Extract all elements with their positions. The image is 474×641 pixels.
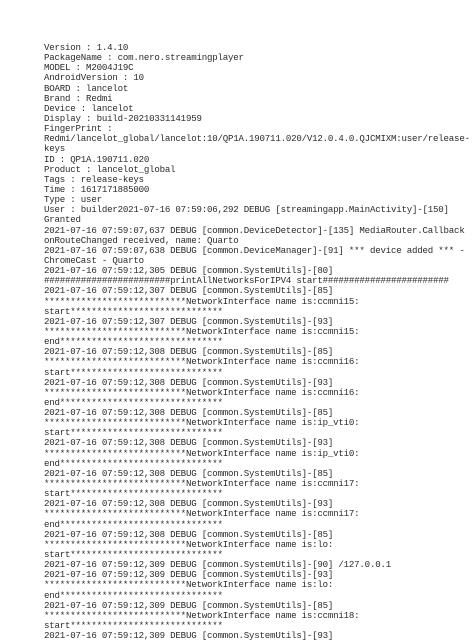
log-line: start*****************************: [44, 620, 223, 632]
log-line: ***************************NetworkInterface name is:lo:: [44, 538, 334, 550]
log-line: end*******************************: [44, 518, 223, 530]
log-line: 2021-07-16 07:59:12,309 DEBUG [common.SystemUtils]-[85]: [44, 599, 334, 611]
log-line: ***************************NetworkInterface name is:ccmni15:: [44, 325, 360, 337]
log-line: 2021-07-16 07:59:12,307 DEBUG [common.SystemUtils]-[93]: [44, 315, 334, 327]
log-line: ***************************NetworkInterface name is:ccmni17:: [44, 478, 360, 490]
log-line: 2021-07-16 07:59:12,309 DEBUG [common.SystemUtils]-[90] /127.0.0.1: [44, 559, 391, 571]
log-line: 2021-07-16 07:59:12,308 DEBUG [common.SystemUtils]-[93]: [44, 498, 334, 510]
log-line: end*******************************: [44, 589, 223, 601]
log-line: Version : 1.4.10: [44, 42, 129, 53]
log-line: 2021-07-16 07:59:12,309 DEBUG [common.SystemUtils]-[93]: [44, 569, 334, 581]
log-line: start*****************************: [44, 427, 223, 439]
log-line: ########################printAllNetworksForIPV4 start########################: [44, 275, 449, 287]
log-line: ChromeCast - Quarto: [44, 254, 144, 266]
log-line: Product : lancelot_global: [44, 163, 176, 175]
log-line: ID : QP1A.190711.020: [44, 153, 150, 165]
log-line: ***************************NetworkInterface name is:lo:: [44, 579, 334, 591]
log-line: Tags : release-keys: [44, 173, 144, 185]
log-line: keys: [44, 143, 66, 155]
log-line: end*******************************: [44, 457, 223, 469]
log-line: Time : 1617171885000: [44, 183, 150, 195]
log-line: 2021-07-16 07:59:07,637 DEBUG [common.DeviceDetector]-[135] MediaRouter.Callback: [44, 224, 465, 236]
log-line: end*******************************: [44, 396, 223, 408]
log-line: ***************************NetworkInterface name is:ccmni16:: [44, 356, 360, 368]
log-line: Display : build-20210331141959: [44, 112, 202, 124]
log-line: onRouteChanged received, name: Quarto: [44, 234, 239, 246]
log-line: 2021-07-16 07:59:12,305 DEBUG [common.SystemUtils]-[80]: [44, 265, 334, 277]
log-line: AndroidVersion : 10: [44, 72, 144, 84]
log-line: 2021-07-16 07:59:12,308 DEBUG [common.SystemUtils]-[93]: [44, 437, 334, 449]
log-line: end*******************************: [44, 336, 223, 348]
log-line: ***************************NetworkInterface name is:ip_vti0:: [44, 417, 360, 429]
log-line: Brand : Redmi: [44, 92, 113, 104]
log-line: ***************************NetworkInterface name is:ip_vti0:: [44, 447, 360, 459]
log-line: Redmi/lancelot_global/lancelot:10/QP1A.190711.020/V12.0.4.0.QJCMIXM:user/release-: [44, 133, 470, 145]
log-line: FingerPrint :: [44, 123, 113, 135]
log-line: 2021-07-16 07:59:12,308 DEBUG [common.SystemUtils]-[85]: [44, 407, 334, 419]
log-line: 2021-07-16 07:59:12,309 DEBUG [common.SystemUtils]-[93]: [44, 630, 334, 641]
log-line: ***************************NetworkInterface name is:ccmni15:: [44, 295, 360, 307]
log-line: 2021-07-16 07:59:12,308 DEBUG [common.SystemUtils]-[85]: [44, 528, 334, 540]
log-line: 2021-07-16 07:59:12,307 DEBUG [common.SystemUtils]-[85]: [44, 285, 334, 297]
log-line: MODEL : M2004J19C: [44, 62, 134, 74]
log-line: ***************************NetworkInterface name is:ccmni17:: [44, 508, 360, 520]
log-line: Granted: [44, 214, 81, 226]
log-line: start*****************************: [44, 305, 223, 317]
log-line: 2021-07-16 07:59:07,638 DEBUG [common.DeviceManager]-[91] *** device added *** -: [44, 244, 465, 256]
log-line: Type : user: [44, 194, 102, 206]
log-line: start*****************************: [44, 366, 223, 378]
log-line: 2021-07-16 07:59:12,308 DEBUG [common.SystemUtils]-[93]: [44, 376, 334, 388]
log-text-block: [44, 42, 470, 641]
log-line: 2021-07-16 07:59:12,308 DEBUG [common.SystemUtils]-[85]: [44, 346, 334, 358]
log-line: ***************************NetworkInterface name is:ccmni16:: [44, 386, 360, 398]
log-line: BOARD : lancelot: [44, 82, 129, 94]
log-line: User : builder2021-07-16 07:59:06,292 DEBUG [streamingapp.MainActivity]-[150]: [44, 204, 449, 216]
log-line: PackageName : com.nero.streamingplayer: [44, 52, 244, 64]
log-line: ***************************NetworkInterface name is:ccmni18:: [44, 609, 360, 621]
log-line: 2021-07-16 07:59:12,308 DEBUG [common.SystemUtils]-[85]: [44, 467, 334, 479]
log-line: Device : lancelot: [44, 102, 134, 114]
log-line: start*****************************: [44, 549, 223, 561]
log-line: start*****************************: [44, 488, 223, 500]
